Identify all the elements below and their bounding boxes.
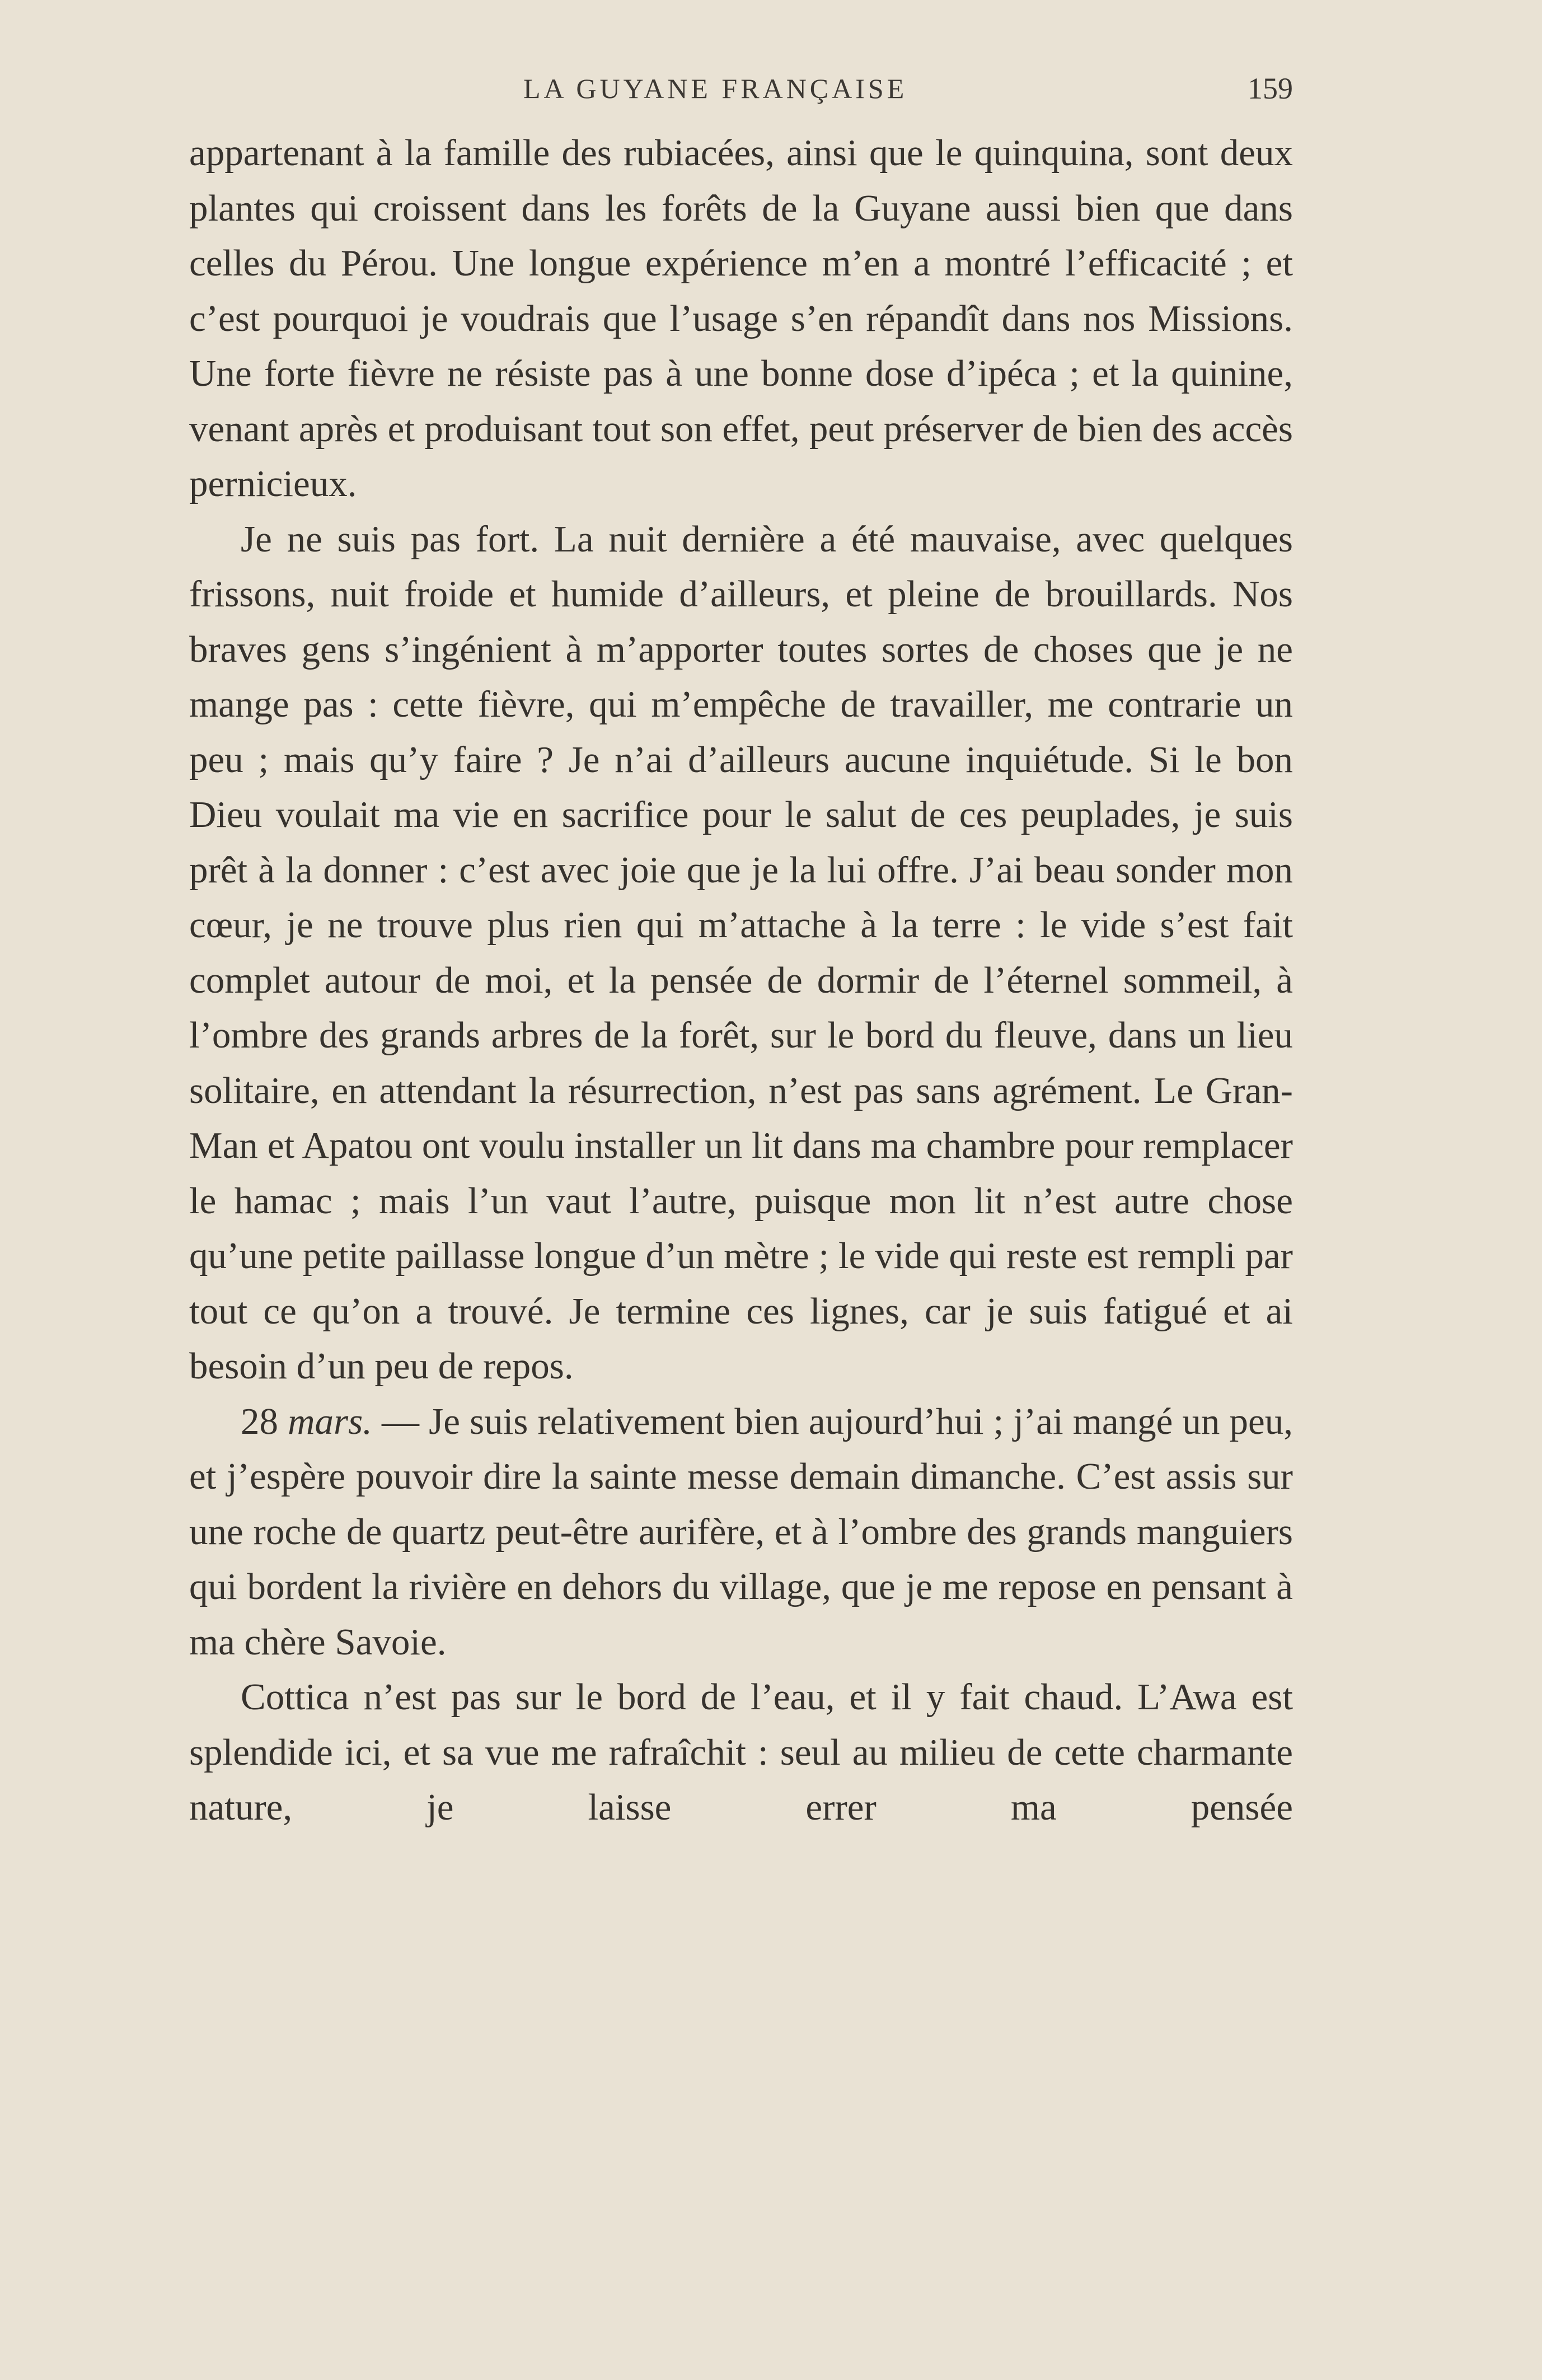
page-number: 159 bbox=[1248, 72, 1293, 105]
entry-day: 28 bbox=[241, 1400, 278, 1442]
paragraph-dated-entry bbox=[189, 1394, 1293, 1670]
paragraph-cottica: Cottica n’est pas sur le bord de l’eau, et il y fait chaud. L’Awa est splendide ici, et sa vue me rafraîchit : seul au milieu de cette charmante nature, je laisse errer ma pensée bbox=[189, 1676, 1293, 1828]
running-head bbox=[190, 66, 1293, 111]
entry-text: — Je suis relativement bien aujourd’hui ; j’ai mangé un peu, et j’espère pouvoir dire la sainte messe demain dimanche. C’est assis sur une roche de quartz peut-être aurifère, et à l’ombre des grands manguiers qui bordent la rivière en dehors du village, que je me repose en pensant à ma chère Savoie. bbox=[189, 1400, 1293, 1663]
running-title: LA GUYANE FRANÇAISE bbox=[523, 73, 908, 104]
body-text bbox=[189, 125, 1293, 1835]
paragraph-continuation: appartenant à la famille des rubiacées, ainsi que le quinquina, sont deux plantes qui croissent dans les forêts de la Guyane aussi bien que dans celles du Pérou. Une longue expérience m’en a montré l’efficacité ; et c’est pourquoi je voudrais que l’usage s’en répandît dans nos Missions. Une forte fièvre ne résiste pas à une bonne dose d’ipéca ; et la quinine, venant après et produisant tout son effet, peut préserver de bien des accès pernicieux. bbox=[189, 132, 1293, 504]
entry-month: mars. bbox=[288, 1400, 372, 1442]
paragraph-fever: Je ne suis pas fort. La nuit dernière a été mauvaise, avec quelques frissons, nuit froide et humide d’ailleurs, et pleine de brouillards. Nos braves gens s’ingénient à m’apporter toutes sortes de choses que je ne mange pas : cette fièvre, qui m’empêche de travailler, me contrarie un peu ; mais qu’y faire ? Je n’ai d’ailleurs aucune inquiétude. Si le bon Dieu voulait ma vie en sacrifice pour le salut de ces peuplades, je suis prêt à la donner : c’est avec joie que je la lui offre. J’ai beau sonder mon cœur, je ne trouve plus rien qui m’attache à la terre : le vide s’est fait complet autour de moi, et la pensée de dormir de l’éternel sommeil, à l’ombre des grands arbres de la forêt, sur le bord du fleuve, dans un lieu solitaire, en attendant la résurrection, n’est pas sans agrément. Le Gran-Man et Apatou ont voulu installer un lit dans ma chambre pour remplacer le hamac ; mais l’un vaut l’autre, puisque mon lit n’est autre chose qu’une petite paillasse longue d’un mètre ; le vide qui reste est rempli par tout ce qu’on a trouvé. Je termine ces lignes, car je suis fatigué et ai besoin d’un peu de repos. bbox=[189, 518, 1293, 1387]
